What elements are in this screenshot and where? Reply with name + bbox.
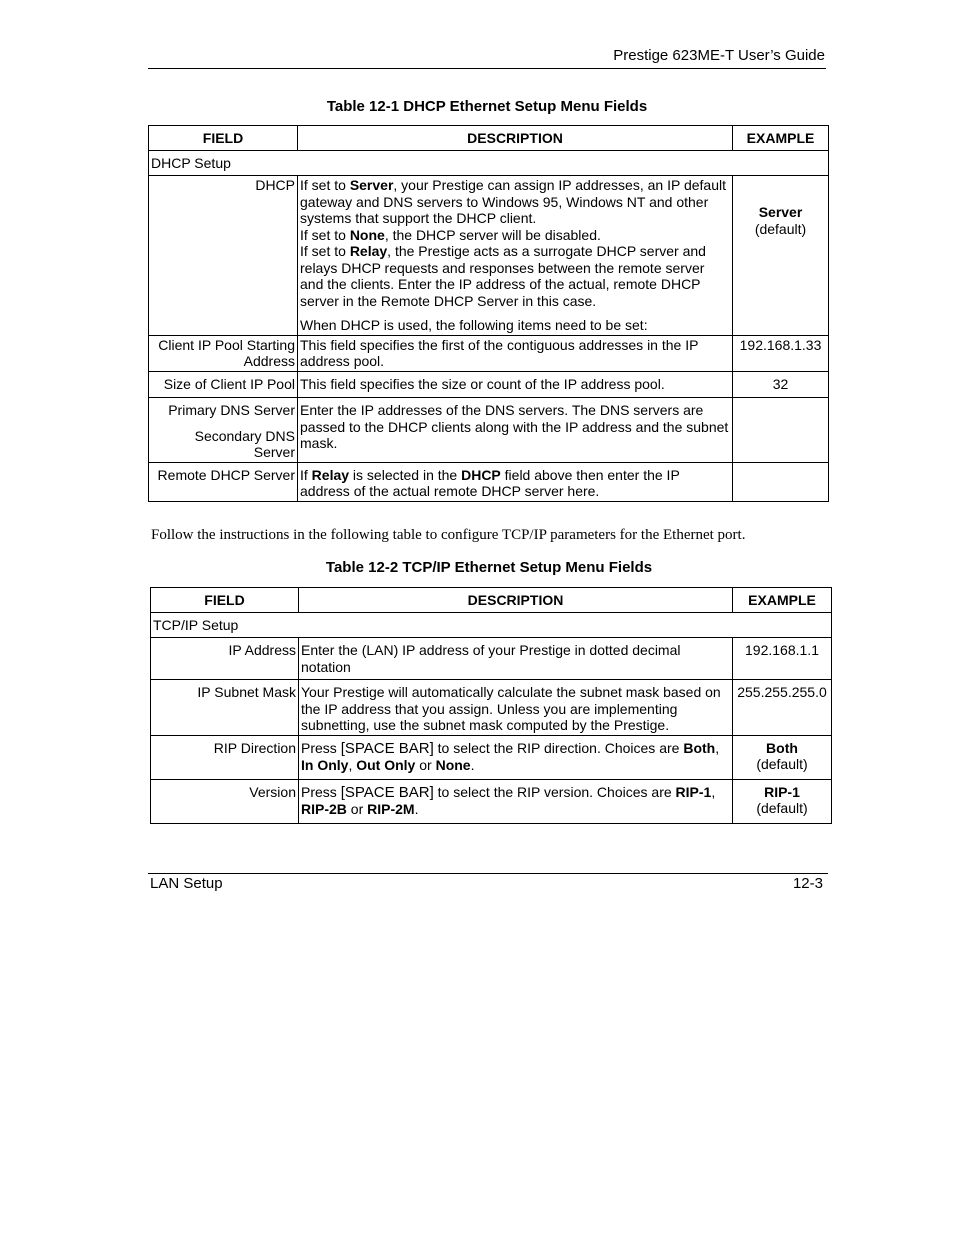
section-label: DHCP Setup	[149, 151, 829, 176]
table-row	[149, 398, 829, 463]
example-ip-address: 192.168.1.1	[733, 638, 832, 680]
description-client-ip-pool-size: This field specifies the size or count of the IP address pool.	[298, 371, 733, 398]
description-client-ip-pool-start: This field specifies the first of the contiguous addresses in the IP address pool.	[298, 335, 733, 371]
table-row	[149, 335, 829, 371]
table-row	[149, 371, 829, 398]
table-row	[151, 680, 832, 736]
description-ip-subnet-mask: Your Prestige will automatically calculate the subnet mask based on the IP address that you assign. Unless you are implementing subnetting, use the subnet mask computed by the Prestige.	[299, 680, 733, 736]
description-version: Press [SPACE BAR] to select the RIP version. Choices are RIP-1, RIP-2B or RIP-2M.	[299, 779, 733, 823]
example-client-ip-pool-start: 192.168.1.33	[733, 335, 829, 371]
description-dns-servers: Enter the IP addresses of the DNS servers. The DNS servers are passed to the DHCP clients along with the IP address and the subnet mask.	[298, 398, 733, 463]
column-header-example: EXAMPLE	[733, 588, 832, 613]
description-dhcp: If set to Server, your Prestige can assign IP addresses, an IP default gateway and DNS servers to Windows 95, Windows NT and other systems that support the DHCP client. If set to None, the DHCP server will be disabled. If set to Relay, the Prestige acts as a surrogate DHCP server and relays DHCP requests and responses between the remote server and the clients. Enter the IP address of the actual, remote DHCP server in the Remote DHCP Server in this case. When DHCP is used, the following items need to be set:	[298, 176, 733, 336]
tcpip-fields-table	[150, 587, 832, 824]
description-rip-direction: Press [SPACE BAR] to select the RIP direction. Choices are Both, In Only, Out Only or None.	[299, 735, 733, 779]
section-label: TCP/IP Setup	[151, 613, 832, 638]
field-remote-dhcp-server: Remote DHCP Server	[149, 462, 298, 501]
field-version: Version	[151, 779, 299, 823]
table-row	[149, 176, 829, 336]
example-rip-direction: Both (default)	[733, 735, 832, 779]
table-section-row	[149, 151, 829, 176]
field-ip-address: IP Address	[151, 638, 299, 680]
footer-page-number: 12-3	[792, 875, 823, 892]
example-dhcp: Server (default)	[733, 176, 829, 336]
footer-rule	[148, 873, 828, 874]
table-row	[151, 779, 832, 823]
table1-caption: Table 12-1 DHCP Ethernet Setup Menu Fields	[326, 98, 648, 115]
field-ip-subnet-mask: IP Subnet Mask	[151, 680, 299, 736]
column-header-description: DESCRIPTION	[299, 588, 733, 613]
column-header-field: FIELD	[149, 126, 298, 151]
table2-caption: Table 12-2 TCP/IP Ethernet Setup Menu Fields	[325, 559, 653, 576]
field-dhcp: DHCP	[149, 176, 298, 336]
description-remote-dhcp-server: If Relay is selected in the DHCP field above then enter the IP address of the actual remote DHCP server here.	[298, 462, 733, 501]
example-dns-servers	[733, 398, 829, 463]
example-remote-dhcp-server	[733, 462, 829, 501]
description-ip-address: Enter the (LAN) IP address of your Prestige in dotted decimal notation	[299, 638, 733, 680]
footer-section-title: LAN Setup	[150, 875, 223, 892]
column-header-field: FIELD	[151, 588, 299, 613]
column-header-example: EXAMPLE	[733, 126, 829, 151]
intro-paragraph: Follow the instructions in the following table to configure TCP/IP parameters for the Ethernet port.	[151, 527, 746, 543]
table-row	[149, 462, 829, 501]
example-version: RIP-1 (default)	[733, 779, 832, 823]
table-section-row	[151, 613, 832, 638]
field-rip-direction: RIP Direction	[151, 735, 299, 779]
table-header-row	[151, 588, 832, 613]
page-header-title: Prestige 623ME-T User’s Guide	[613, 47, 825, 64]
table-header-row	[149, 126, 829, 151]
field-client-ip-pool-size: Size of Client IP Pool	[149, 371, 298, 398]
field-client-ip-pool-start: Client IP Pool Starting Address	[149, 335, 298, 371]
column-header-description: DESCRIPTION	[298, 126, 733, 151]
table-row	[151, 735, 832, 779]
table-row	[151, 638, 832, 680]
dhcp-fields-table	[148, 125, 829, 502]
header-rule	[148, 68, 826, 69]
field-dns-servers: Primary DNS Server Secondary DNS Server	[149, 398, 298, 463]
example-ip-subnet-mask: 255.255.255.0	[733, 680, 832, 736]
example-client-ip-pool-size: 32	[733, 371, 829, 398]
